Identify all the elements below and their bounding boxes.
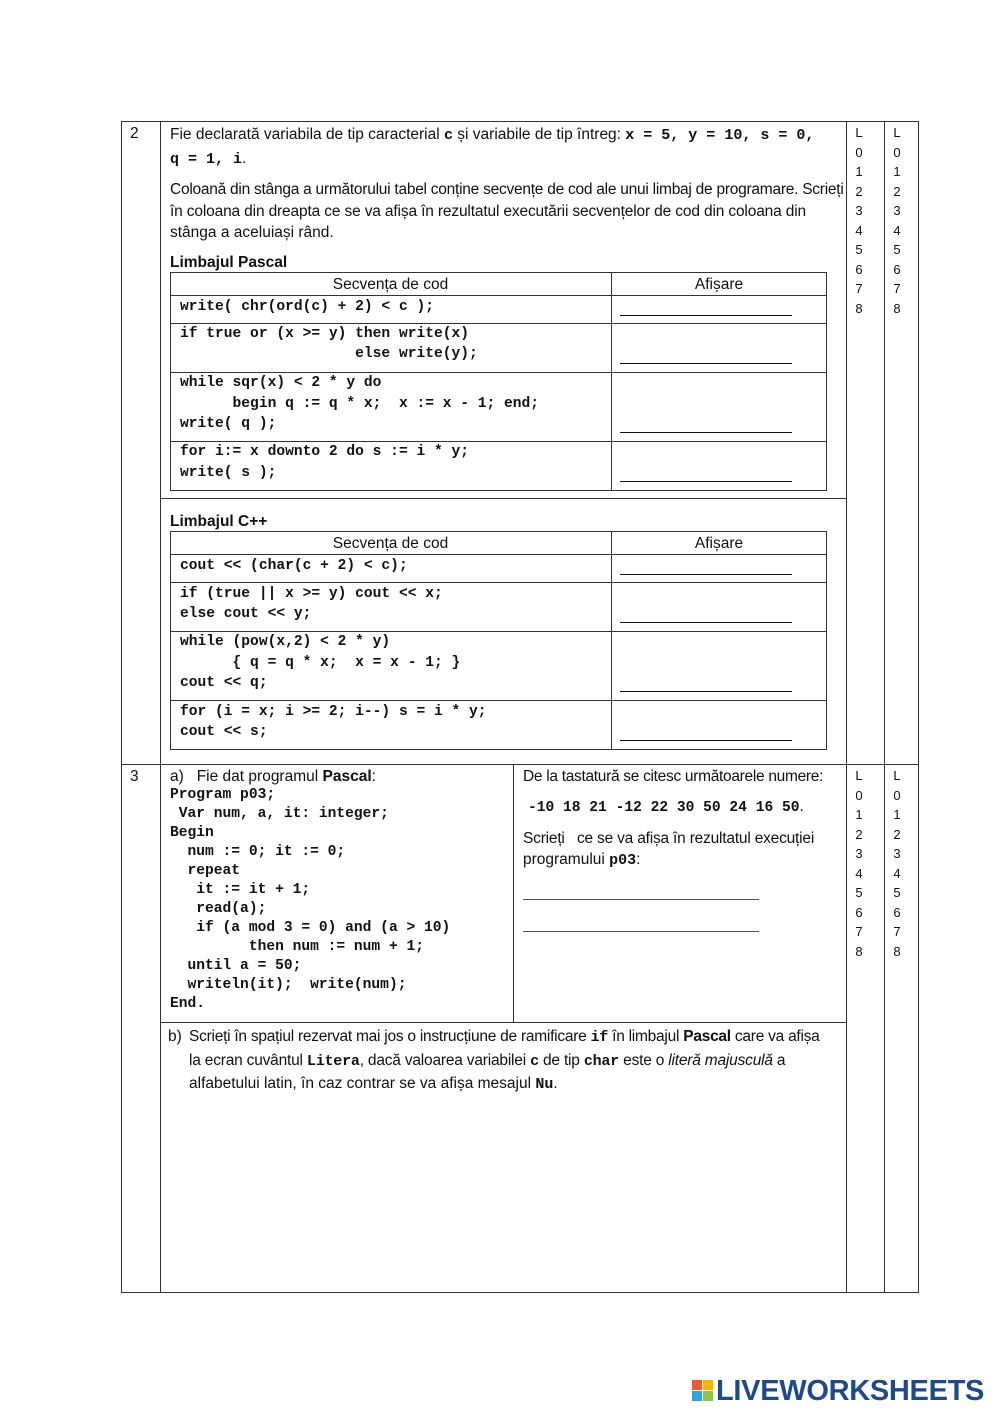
question-2-number: 2 [130, 125, 139, 142]
q3b-label: b) [168, 1028, 182, 1045]
q3a-label: a) [170, 768, 184, 785]
q3b-line-1: Scrieți în spațiul rezervat mai jos o instrucțiune de ramificare if în limbajul Pascal care va afișa [189, 1028, 820, 1046]
q2-intro-vars: x = 5, y = 10, s = 0, [625, 127, 815, 144]
cpp-table-col-divider [611, 531, 612, 750]
outer-bottom-border [121, 1292, 919, 1293]
program-line-9: then num := num + 1; [170, 939, 424, 955]
program-line-1: Program p03; [170, 787, 276, 803]
q3a-intro: a) Fie dat programul Pascal: [170, 768, 376, 785]
cpp-row-2-line-2: else cout << y; [180, 606, 312, 622]
pascal-header-code: Secvența de cod [332, 276, 449, 293]
pascal-row-1-line-1: write( chr(ord(c) + 2) < c ); [180, 299, 434, 315]
program-line-4: num := 0; it := 0; [170, 844, 346, 860]
cpp-row-sep-header [170, 554, 827, 555]
q2-paragraph-line3: stânga a aceluiași rând. [170, 224, 334, 241]
q3b-litera: Litera [306, 1053, 360, 1070]
q3b-if-keyword: if [590, 1029, 609, 1046]
program-line-7: read(a); [170, 901, 267, 917]
logo-square-3 [692, 1391, 702, 1401]
q2-pascal-cpp-divider [160, 498, 847, 499]
cpp-row-2-line-1: if (true || x >= y) cout << x; [180, 586, 443, 602]
q3-score-column-1[interactable]: L 0 1 2 3 4 5 6 7 8 [855, 768, 863, 959]
q3b-line-2: la ecran cuvântul Litera, dacă valoarea variabilei c de tip char este o literă majusculă a [189, 1052, 786, 1070]
q3a-column-divider [513, 764, 514, 1023]
q2-intro-line1 [170, 125, 840, 145]
pascal-section-title: Limbajul Pascal [170, 254, 288, 271]
q2-intro-pre: Fie declarată variabila de tip caracterial [170, 126, 444, 143]
pascal-row-3-line-2: begin q := q * x; x := x - 1; end; [180, 396, 540, 412]
q3a-write-line1: Scrieți ce se va afișa în rezultatul execuției [523, 830, 815, 847]
logo-text: LIVEWORKSHEETS [716, 1374, 985, 1407]
q3b-pascal: Pascal [683, 1028, 731, 1045]
q3a-q3b-divider [160, 1022, 847, 1023]
pascal-row-3-answer[interactable] [620, 432, 792, 433]
q2-paragraph-line1: Coloană din stânga a următorului tabel conține secvențe de cod ale unui limbaj de programare. Scrieți [170, 181, 844, 198]
pascal-table-col-divider [611, 272, 612, 491]
cpp-row-3-line-1: while (pow(x,2) < 2 * y) [180, 634, 391, 650]
q2-intro-end: . [242, 150, 247, 167]
q2-score-column-2[interactable]: L 0 1 2 3 4 5 6 7 8 [893, 125, 901, 316]
pascal-row-3-line-1: while sqr(x) < 2 * y do [180, 375, 382, 391]
cpp-row-4-line-2: cout << s; [180, 724, 268, 740]
q3a-numbers: -10 18 21 -12 22 30 50 24 16 50 [528, 800, 800, 816]
q3b-var-c: c [530, 1053, 539, 1070]
cpp-row-2-answer[interactable] [620, 622, 792, 623]
program-line-11: writeln(it); write(num); [170, 977, 407, 993]
q3a-answer-line-2[interactable] [523, 931, 759, 932]
cpp-section-title: Limbajul C++ [170, 513, 268, 530]
q3a-program-name: p03 [609, 852, 637, 869]
score-column-divider-1 [846, 121, 847, 1293]
program-line-10: until a = 50; [170, 958, 302, 974]
q2-intro-line2 [170, 149, 246, 169]
q3b-nu: Nu [535, 1076, 554, 1093]
outer-left-border [121, 121, 122, 1293]
q2-q3-divider [121, 764, 919, 765]
pascal-row-4-line-2: write( s ); [180, 465, 277, 481]
liveworksheets-logo[interactable] [692, 1376, 984, 1406]
q3a-write-line2: programului p03: [523, 851, 641, 869]
cpp-row-3-answer[interactable] [620, 691, 792, 692]
logo-square-2 [703, 1380, 713, 1390]
pascal-row-4-answer[interactable] [620, 481, 792, 482]
program-line-5: repeat [170, 863, 241, 879]
logo-square-4 [703, 1391, 713, 1401]
pascal-row-2-line-2: else write(y); [180, 346, 478, 362]
outer-top-border [121, 121, 919, 122]
pascal-row-4-line-1: for i:= x downto 2 do s := i * y; [180, 444, 470, 460]
number-column-divider [160, 121, 161, 1293]
outer-right-border [918, 121, 919, 1293]
pascal-header-output: Afișare [694, 276, 744, 293]
score-column-divider-2 [884, 121, 885, 1293]
cpp-row-1-line-1: cout << (char(c + 2) < c); [180, 558, 408, 574]
q3a-lang: Pascal [322, 768, 372, 785]
q2-intro-vars2: q = 1, i [170, 151, 243, 168]
program-line-6: it := it + 1; [170, 882, 311, 898]
q2-score-column-1[interactable]: L 0 1 2 3 4 5 6 7 8 [855, 125, 863, 316]
pascal-row-1-answer[interactable] [620, 315, 792, 316]
q2-paragraph-line2: în coloana din dreapta ce se va afișa în rezultatul executării secvențelor de cod din coloana din [170, 203, 806, 220]
q3a-input-intro: De la tastatură se citesc următoarele numere: [523, 768, 824, 785]
q3-score-column-2[interactable]: L 0 1 2 3 4 5 6 7 8 [893, 768, 901, 959]
program-line-3: Begin [170, 825, 214, 841]
q3b-answer-area[interactable] [170, 1100, 840, 1285]
cpp-header-code: Secvența de cod [332, 535, 449, 552]
q3a-input-numbers: -10 18 21 -12 22 30 50 24 16 50. [528, 798, 804, 816]
cpp-header-output: Afișare [694, 535, 744, 552]
q2-intro-mid: și variabile de tip întreg: [452, 126, 626, 143]
cpp-row-1-answer[interactable] [620, 574, 792, 575]
pascal-row-sep-header [170, 295, 827, 296]
question-3-number: 3 [130, 768, 139, 785]
logo-squares-icon [692, 1380, 714, 1402]
q3a-answer-line-1[interactable] [523, 899, 759, 900]
q2-intro-c: c [443, 127, 453, 144]
q3b-majuscula: literă majusculă [668, 1052, 773, 1069]
q3b-line-3: alfabetului latin, în caz contrar se va afișa mesajul Nu. [189, 1075, 558, 1093]
q3a-intro-text: Fie dat programul [196, 768, 323, 785]
cpp-row-4-answer[interactable] [620, 740, 792, 741]
cpp-row-sep-3 [170, 700, 827, 701]
pascal-row-3-line-3: write( q ); [180, 416, 277, 432]
program-line-12: End. [170, 996, 206, 1012]
cpp-row-sep-1 [170, 582, 827, 583]
cpp-row-3-line-2: { q = q * x; x = x - 1; } [180, 655, 461, 671]
q3b-char: char [583, 1053, 620, 1070]
logo-square-1 [692, 1380, 702, 1390]
cpp-row-4-line-1: for (i = x; i >= 2; i--) s = i * y; [180, 704, 487, 720]
cpp-row-3-line-3: cout << q; [180, 675, 268, 691]
program-line-8: if (a mod 3 = 0) and (a > 10) [170, 920, 451, 936]
pascal-row-2-answer[interactable] [620, 363, 792, 364]
pascal-row-2-line-1: if true or (x >= y) then write(x) [180, 326, 470, 342]
program-line-2: Var num, a, it: integer; [170, 806, 389, 822]
